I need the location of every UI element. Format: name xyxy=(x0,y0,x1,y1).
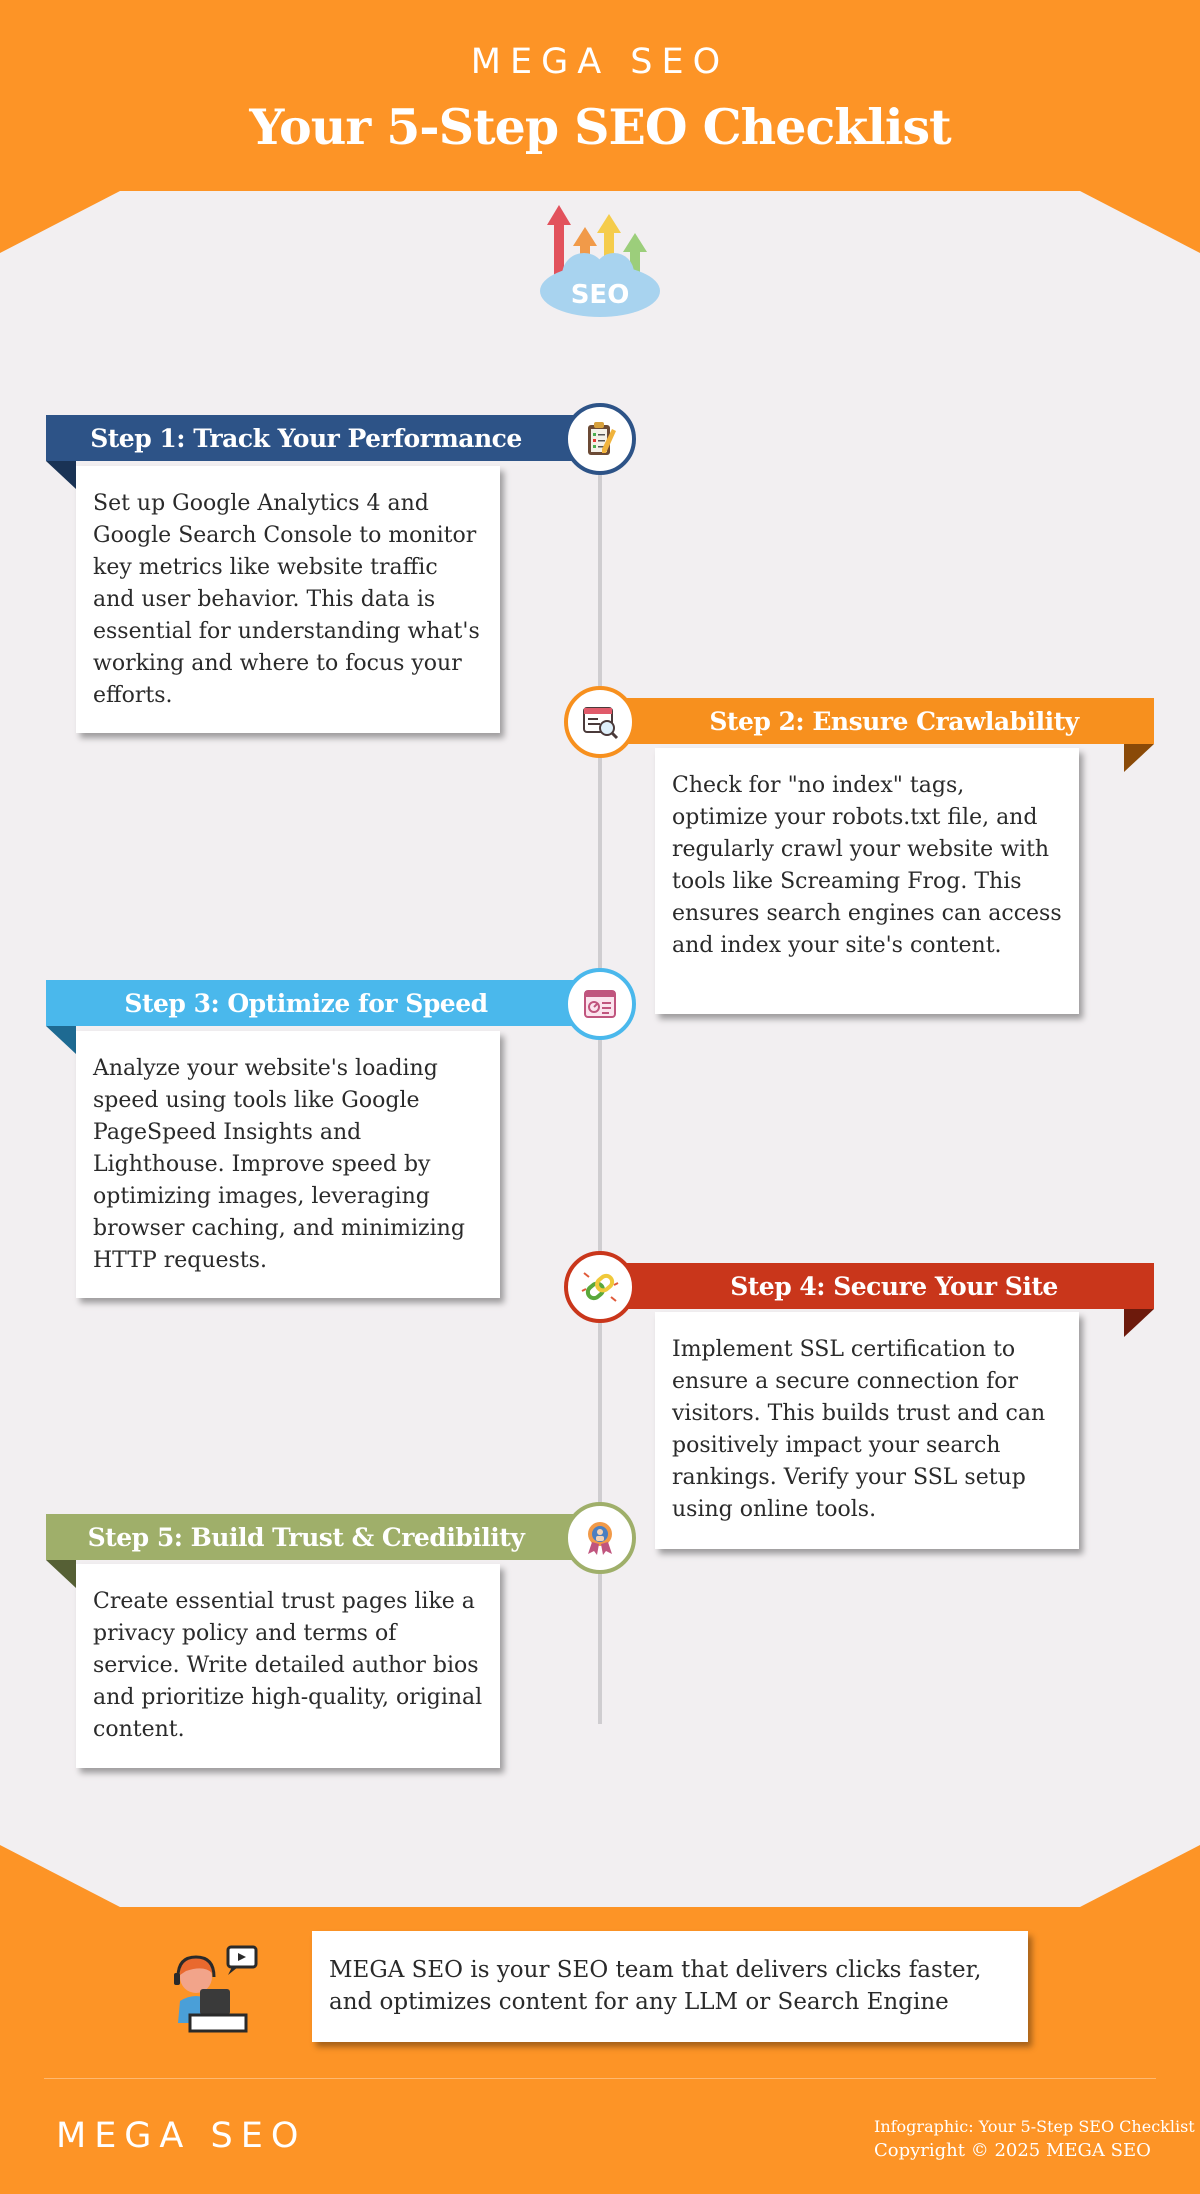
brand-header: MEGA SEO xyxy=(470,42,730,82)
clipboard-checklist-icon xyxy=(580,419,620,459)
step-3-card: Analyze your website's loading speed using tools like Google PageSpeed Insights and Lighthouse. Improve speed by optimizing images, leveraging browser caching, and minimizing HTTP requests. xyxy=(76,1031,500,1298)
infographic-caption: Infographic: Your 5-Step SEO Checklist xyxy=(874,2117,1195,2136)
step-3-node xyxy=(564,968,636,1040)
step-4-node xyxy=(564,1251,636,1323)
step-5-title: Step 5: Build Trust & Credibility xyxy=(46,1514,614,1560)
step-2-node xyxy=(564,686,636,758)
step-1-node xyxy=(564,403,636,475)
footer-divider xyxy=(44,2078,1156,2079)
copyright-text: Copyright © 2025 MEGA SEO xyxy=(874,2140,1151,2161)
step-4-title: Step 4: Secure Your Site xyxy=(586,1263,1154,1309)
step-5-node xyxy=(564,1502,636,1574)
page-title: Your 5-Step SEO Checklist xyxy=(249,98,951,156)
browser-speed-icon xyxy=(580,984,620,1024)
seo-cloud-logo-icon xyxy=(536,203,664,318)
step-2-card: Check for "no index" tags, optimize your robots.txt file, and regularly crawl your website with tools like Screaming Frog. This ensures search engines can access and index your site's content. xyxy=(655,748,1079,1014)
tagline-box: MEGA SEO is your SEO team that delivers clicks faster, and optimizes content for any LLM or Search Engine xyxy=(312,1931,1028,2042)
footer-credit xyxy=(874,2116,1195,2164)
link-security-icon xyxy=(580,1267,620,1307)
step-2-title: Step 2: Ensure Crawlability xyxy=(586,698,1154,744)
step-1-card: Set up Google Analytics 4 and Google Search Console to monitor key metrics like website traffic and user behavior. This data is essential for understanding what's working and where to focus your efforts. xyxy=(76,466,500,733)
step-3-title: Step 3: Optimize for Speed xyxy=(46,980,614,1026)
step-4-card: Implement SSL certification to ensure a secure connection for visitors. This builds trust and can positively impact your search rankings. Verify your SSL setup using online tools. xyxy=(655,1312,1079,1549)
badge-trust-icon xyxy=(580,1518,620,1558)
step-5-card: Create essential trust pages like a privacy policy and terms of service. Write detailed author bios and prioritize high-quality, original content. xyxy=(76,1564,500,1768)
step-1-title: Step 1: Track Your Performance xyxy=(46,415,614,461)
webpage-search-icon xyxy=(580,702,620,742)
footer-brand: MEGA SEO xyxy=(56,2116,307,2156)
svg-text:SEO: SEO xyxy=(570,280,630,310)
support-agent-icon xyxy=(166,1943,262,2035)
